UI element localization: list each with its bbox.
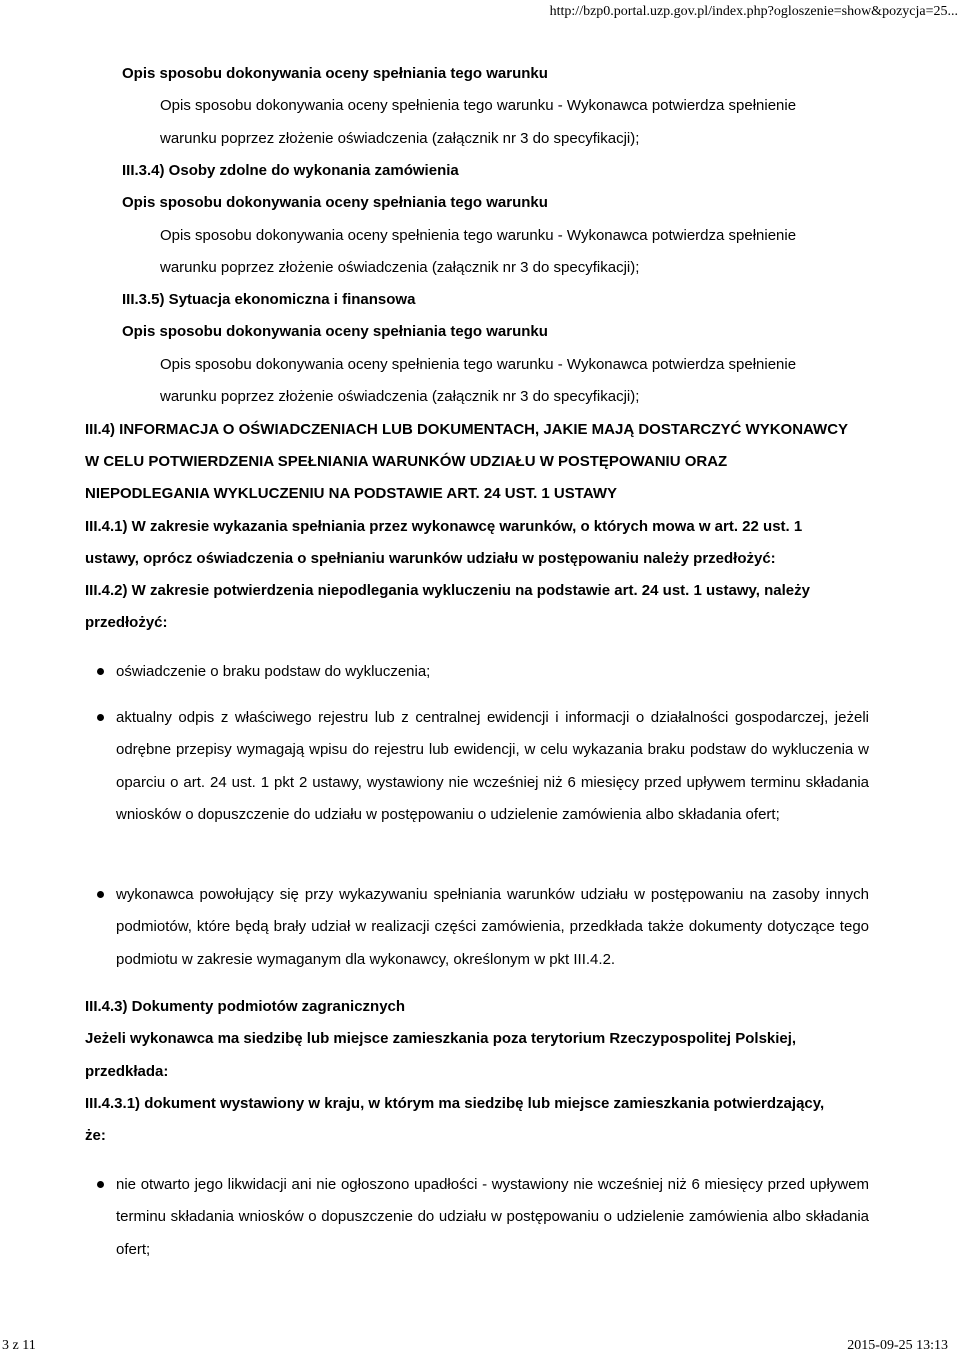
bullet-icon xyxy=(97,714,104,721)
description-text: warunku poprzez złożenie oświadczenia (załącznik nr 3 do specyfikacji); xyxy=(160,130,640,147)
description-text: Opis sposobu dokonywania oceny spełnienia tego warunku - Wykonawca potwierdza spełnienie xyxy=(160,356,797,373)
section-heading-iii-4-cont: W CELU POTWIERDZENIA SPEŁNIANIA WARUNKÓW UDZIAŁU W POSTĘPOWANIU ORAZ xyxy=(85,453,728,470)
print-timestamp: 2015-09-25 13:13 xyxy=(847,1338,948,1353)
section-heading-iii-4-cont: NIEPODLEGANIA WYKLUCZENIU NA PODSTAWIE ART. 24 UST. 1 USTAWY xyxy=(85,485,617,502)
foreign-docs-intro-cont: przedkłada: xyxy=(85,1063,169,1080)
description-heading: Opis sposobu dokonywania oceny spełniania tego warunku xyxy=(122,194,548,211)
section-heading-iii-3-5: III.3.5) Sytuacja ekonomiczna i finansowa xyxy=(122,291,416,308)
foreign-docs-intro: Jeżeli wykonawca ma siedzibę lub miejsce zamieszkania poza terytorium Rzeczypospolitej Polskiej, xyxy=(85,1030,797,1047)
page-url-header: http://bzp0.portal.uzp.gov.pl/index.php?ogloszenie=show&pozycja=25... xyxy=(549,4,958,19)
page-number: 3 z 11 xyxy=(2,1338,36,1353)
section-heading-iii-4: III.4) INFORMACJA O OŚWIADCZENIACH LUB DOKUMENTACH, JAKIE MAJĄ DOSTARCZYĆ WYKONAWCY xyxy=(85,421,849,438)
section-heading-iii-4-1: III.4.1) W zakresie wykazania spełniania przez wykonawcę warunków, o których mowa w art. 22 ust. 1 xyxy=(85,518,803,535)
section-heading-iii-3-4: III.3.4) Osoby zdolne do wykonania zamówienia xyxy=(122,162,459,179)
description-heading: Opis sposobu dokonywania oceny spełniania tego warunku xyxy=(122,323,548,340)
description-heading: Opis sposobu dokonywania oceny spełniania tego warunku xyxy=(122,65,548,82)
description-text: Opis sposobu dokonywania oceny spełnienia tego warunku - Wykonawca potwierdza spełnienie xyxy=(160,97,797,114)
list-item: wykonawca powołujący się przy wykazywaniu spełniania warunków udziału w postępowaniu na zasoby innych podmiotów, które będą brały udział w realizacji części zamówienia, przedkłada także dokumenty dotyczące tego podmiotu w zakresie wymaganym dla wykonawcy, określonym w pkt III.4.2. xyxy=(116,886,869,968)
bullet-icon xyxy=(97,891,104,898)
section-heading-iii-4-3-1: III.4.3.1) dokument wystawiony w kraju, w którym ma siedzibę lub miejsce zamieszkania potwierdzający, xyxy=(85,1095,825,1112)
section-heading-iii-4-3: III.4.3) Dokumenty podmiotów zagranicznych xyxy=(85,998,406,1015)
section-heading-iii-4-2: III.4.2) W zakresie potwierdzenia niepodlegania wykluczeniu na podstawie art. 24 ust. 1 ustawy, należy xyxy=(85,582,810,599)
list-item: aktualny odpis z właściwego rejestru lub z centralnej ewidencji i informacji o działalności gospodarczej, jeżeli odrębne przepisy wymagają wpisu do rejestru lub ewidencji, w celu wykazania braku podstaw do wykluczenia w oparciu o art. 24 ust. 1 pkt 2 ustawy, wystawiony nie wcześniej niż 6 miesięcy przed upływem terminu składania wniosków o dopuszczenie do udziału w postępowaniu o udzielenie zamówienia albo składania ofert; xyxy=(116,709,869,824)
bullet-icon xyxy=(97,1181,104,1188)
description-text: Opis sposobu dokonywania oceny spełnienia tego warunku - Wykonawca potwierdza spełnienie xyxy=(160,227,797,244)
bullet-icon xyxy=(97,668,104,675)
list-item: nie otwarto jego likwidacji ani nie ogłoszono upadłości - wystawiony nie wcześniej niż 6 miesięcy przed upływem terminu składania wniosków o dopuszczenie do udziału w postępowaniu o udzielenie zamówienia albo składania ofert; xyxy=(116,1176,869,1258)
section-heading-iii-4-1-cont: ustawy, oprócz oświadczenia o spełnianiu warunków udziału w postępowaniu należy przedłożyć: xyxy=(85,550,776,567)
list-item: oświadczenie o braku podstaw do wykluczenia; xyxy=(116,663,431,680)
description-text: warunku poprzez złożenie oświadczenia (załącznik nr 3 do specyfikacji); xyxy=(160,259,640,276)
section-heading-iii-4-2-cont: przedłożyć: xyxy=(85,614,168,631)
section-heading-iii-4-3-1-cont: że: xyxy=(85,1127,106,1144)
description-text: warunku poprzez złożenie oświadczenia (załącznik nr 3 do specyfikacji); xyxy=(160,388,640,405)
